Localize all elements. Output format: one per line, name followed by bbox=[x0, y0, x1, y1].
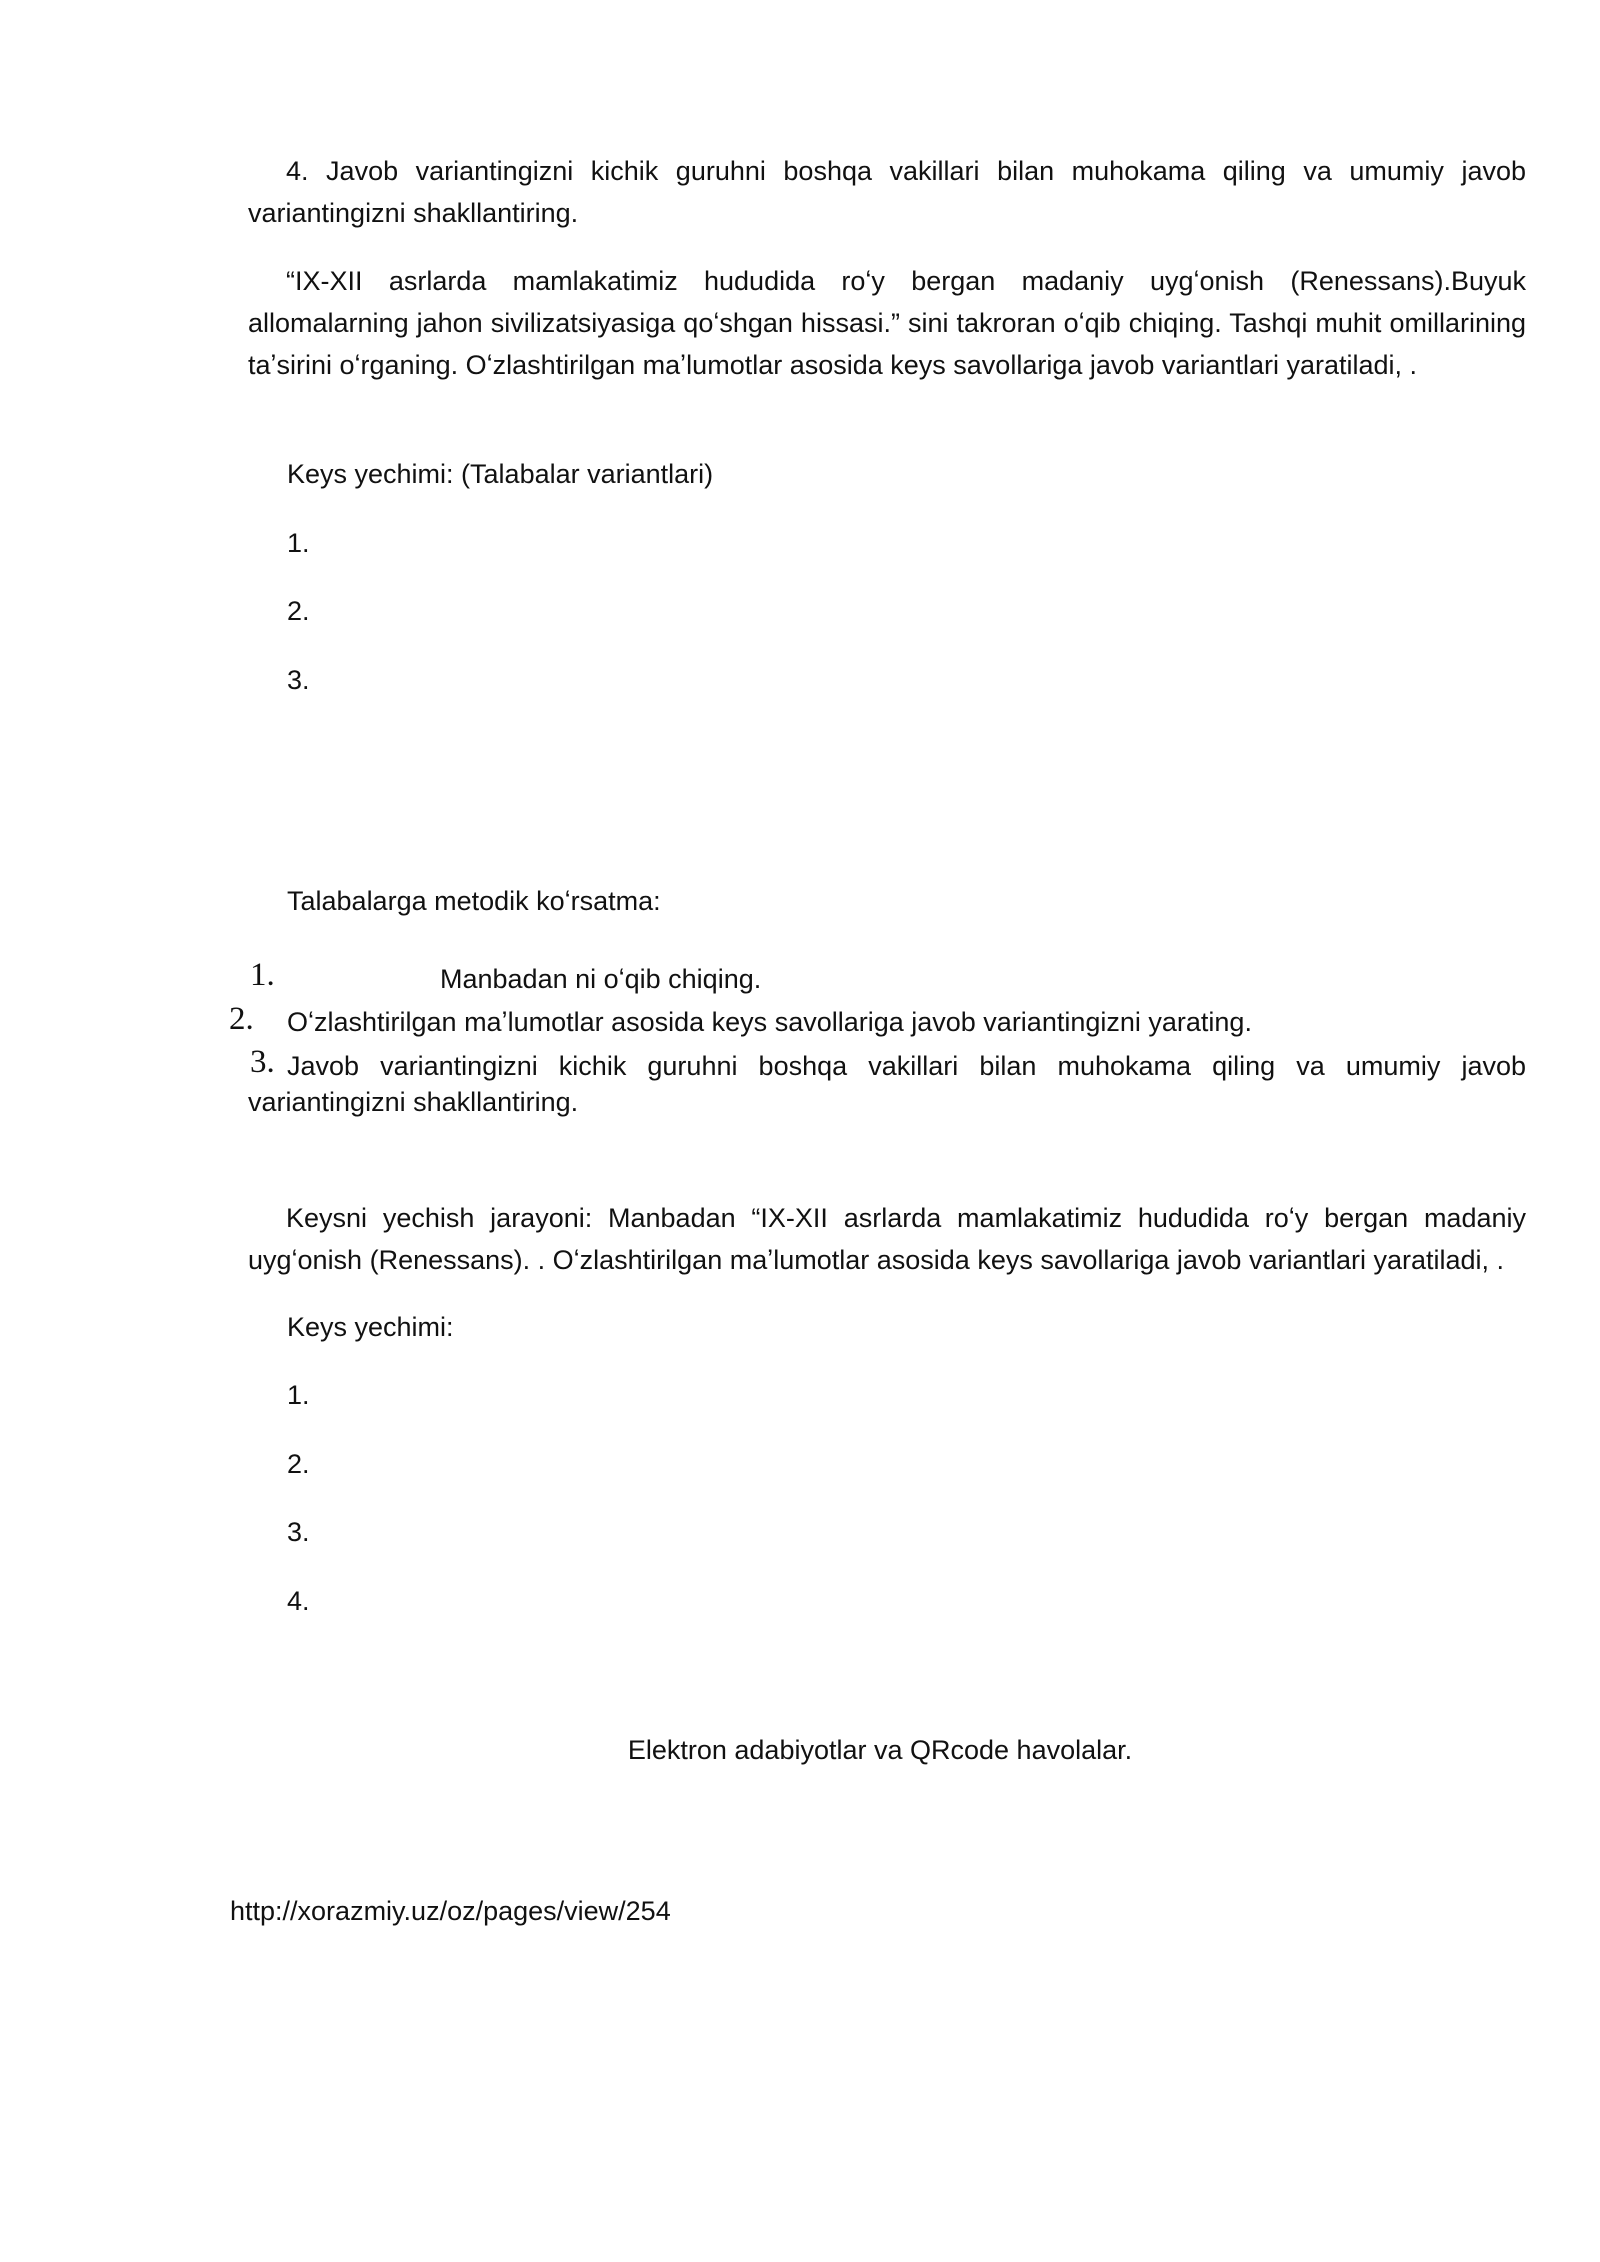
solution2-heading: Keys yechimi: bbox=[287, 1312, 454, 1342]
guidance-item-1: Manbadan ni oʻqib chiqing. bbox=[440, 964, 762, 994]
solution-item-2: 2. bbox=[287, 596, 310, 626]
guidance-number-3: 3. bbox=[250, 1044, 275, 1080]
guidance-item-3-line1: Javob variantingizni kichik guruhni boshqa vakillari bilan muhokama qiling va umumiy javob bbox=[287, 1051, 1526, 1081]
references-heading: Elektron adabiyotlar va QRcode havolalar. bbox=[627, 1735, 1133, 1765]
guidance-number-2: 2. bbox=[229, 1001, 254, 1037]
guidance-heading: Talabalarga metodik koʻrsatma: bbox=[287, 886, 661, 916]
guidance-item-3-line2: variantingizni shakllantiring. bbox=[248, 1087, 579, 1117]
guidance-number-1: 1. bbox=[250, 957, 275, 993]
process-paragraph: Keysni yechish jarayoni: Manbadan “IX-XII asrlarda mamlakatimiz hududida roʻy bergan madaniy uygʻonish (Renessans). . Oʻzlashtirilgan maʼlumotlar asosida keys savollariga javob variantlari yaratiladi, . bbox=[248, 1203, 1526, 1275]
solution2-item-3: 3. bbox=[287, 1517, 310, 1547]
solution-heading: Keys yechimi: (Talabalar variantlari) bbox=[287, 459, 714, 489]
solution2-item-2: 2. bbox=[287, 1449, 310, 1479]
solution2-item-4: 4. bbox=[287, 1586, 310, 1616]
reference-link[interactable]: http://xorazmiy.uz/oz/pages/view/254 bbox=[230, 1896, 671, 1926]
solution2-item-1: 1. bbox=[287, 1380, 310, 1410]
quote-paragraph: “IX-XII asrlarda mamlakatimiz hududida roʻy bergan madaniy uygʻonish (Renessans).Buyuk allomalarning jahon sivilizatsiyasiga qoʻshgan hissasi.” sini takroran oʻqib chiqing. Tashqi muhit omillarining taʼsirini oʻrganing. Oʻzlashtirilgan maʼlumotlar asosida keys savollariga javob variantlari yaratiladi, . bbox=[248, 266, 1526, 380]
guidance-item-2: Oʻzlashtirilgan maʼlumotlar asosida keys savollariga javob variantingizni yarating. bbox=[287, 1007, 1252, 1037]
solution-item-1: 1. bbox=[287, 528, 310, 558]
task-4-paragraph: 4. Javob variantingizni kichik guruhni boshqa vakillari bilan muhokama qiling va umumiy javob variantingizni shakllantiring. bbox=[248, 156, 1526, 228]
solution-item-3: 3. bbox=[287, 665, 310, 695]
